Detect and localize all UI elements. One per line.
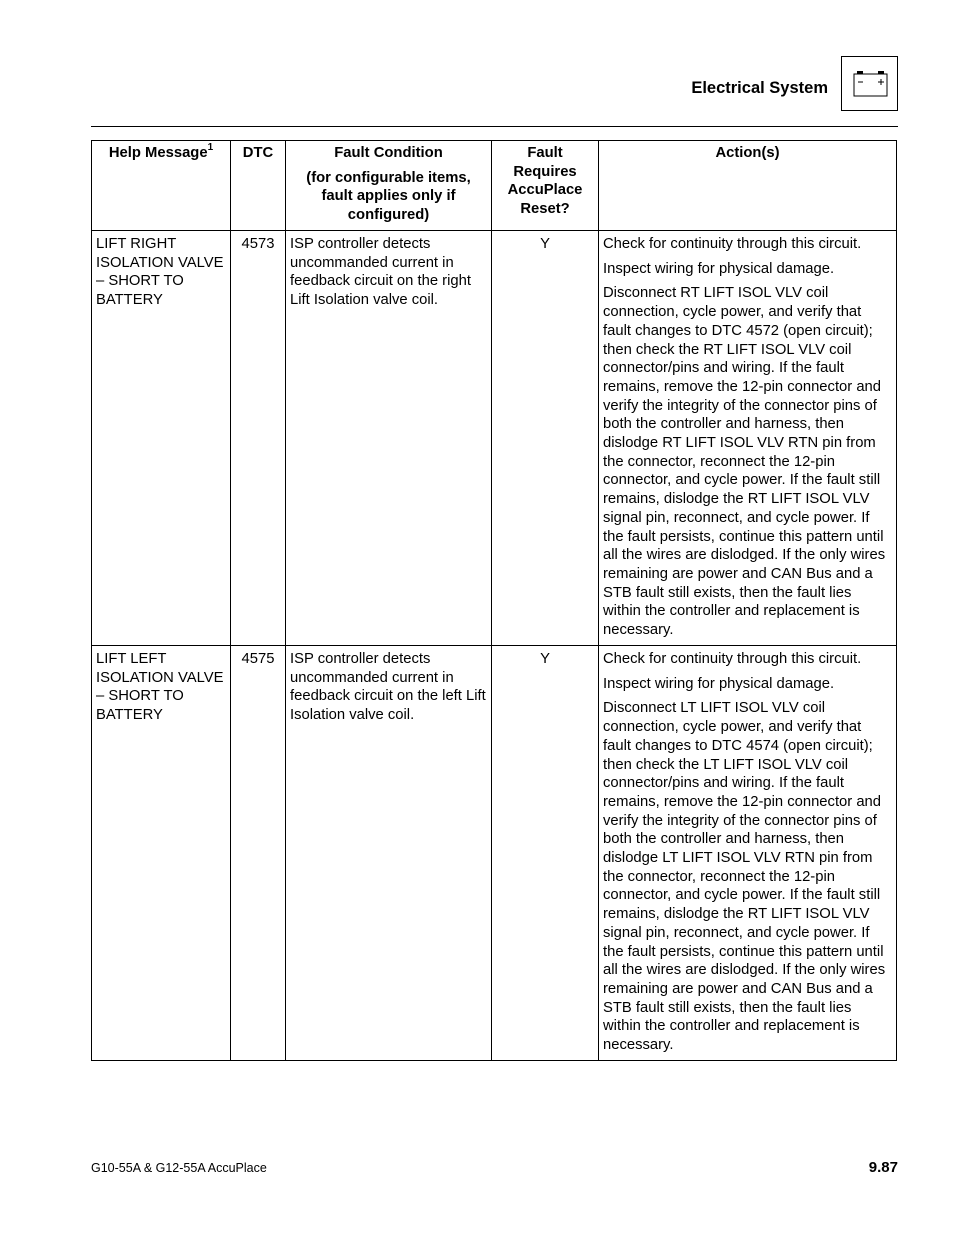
dtc-code: 4575: [231, 646, 286, 1061]
col-dtc: DTC: [231, 141, 286, 231]
fault-condition: ISP controller detects uncommanded current in feedback circuit on the left Lift Isolation valve coil.: [286, 646, 492, 1061]
help-message: LIFT LEFT ISOLATION VALVE – SHORT TO BATTERY: [92, 646, 231, 1061]
dtc-code: 4573: [231, 231, 286, 646]
table-header-row: [92, 141, 897, 231]
col-fault-condition: Fault Condition (for configurable items, fault applies only if configured): [286, 141, 492, 231]
reset-required: Y: [492, 231, 599, 646]
action-step: Inspect wiring for physical damage.: [603, 675, 835, 692]
footer-model: G10-55A & G12-55A AccuPlace: [91, 1161, 267, 1175]
actions: [599, 646, 897, 1061]
action-step: Disconnect RT LIFT ISOL VLV coil connection, cycle power, and verify that fault changes to DTC 4572 (open circuit); then check the RT LIFT ISOL VLV coil connector/pins and wiring. If the fault remains, remove the 12-pin connector and verify the integrity of the connector pins of both the controller and harness, then dislodge RT LIFT ISOL VLV RTN pin from the connector, reconnect the 12-pin connector, and cycle power. If the fault still remains, dislodge the RT LIFT ISOL VLV signal pin, reconnect, and cycle power. If the fault persists, continue this pattern until all the wires are dislodged. If the only wires remaining are power and CAN Bus and a STB fault still exists, then the fault lies within the controller and replacement is necessary.: [603, 285, 886, 639]
table-row: [92, 231, 897, 646]
reset-required: Y: [492, 646, 599, 1061]
col-reset: Fault Requires AccuPlace Reset?: [492, 141, 599, 231]
actions: [599, 231, 897, 646]
table-row: [92, 646, 897, 1061]
fault-condition-note: (for configurable items, fault applies only if configured): [306, 169, 471, 224]
action-step: Inspect wiring for physical damage.: [603, 260, 835, 277]
section-title: Electrical System: [691, 79, 828, 97]
fault-condition: ISP controller detects uncommanded current in feedback circuit on the right Lift Isolation valve coil.: [286, 231, 492, 646]
action-step: Check for continuity through this circuit.: [603, 651, 862, 667]
battery-icon: [841, 56, 898, 111]
action-step: Check for continuity through this circuit.: [603, 236, 862, 252]
footnote-marker: 1: [207, 142, 214, 154]
action-step: Disconnect LT LIFT ISOL VLV coil connection, cycle power, and verify that fault changes to DTC 4574 (open circuit); then check the LT LIFT ISOL VLV coil connector/pins and wiring. If the fault remains, remove the 12-pin connector and verify the integrity of the connector pins of both the controller and harness, then dislodge LT LIFT ISOL VLV RTN pin from the connector, reconnect the 12-pin connector, and cycle power. If the fault still remains, dislodge the RT LIFT ISOL VLV signal pin, reconnect, and cycle power. If the fault persists, continue this pattern until all the wires are dislodged. If the only wires remaining are power and CAN Bus and a STB fault still exists, then the fault lies within the controller and replacement is necessary.: [603, 700, 886, 1054]
help-message: LIFT RIGHT ISOLATION VALVE – SHORT TO BATTERY: [92, 231, 231, 646]
fault-table: [91, 140, 897, 1061]
page-number: 9.87: [868, 1159, 898, 1176]
col-help-message: Help Message$^1$: [92, 141, 231, 231]
header-rule: [91, 126, 898, 127]
col-actions: Action(s): [599, 141, 897, 231]
